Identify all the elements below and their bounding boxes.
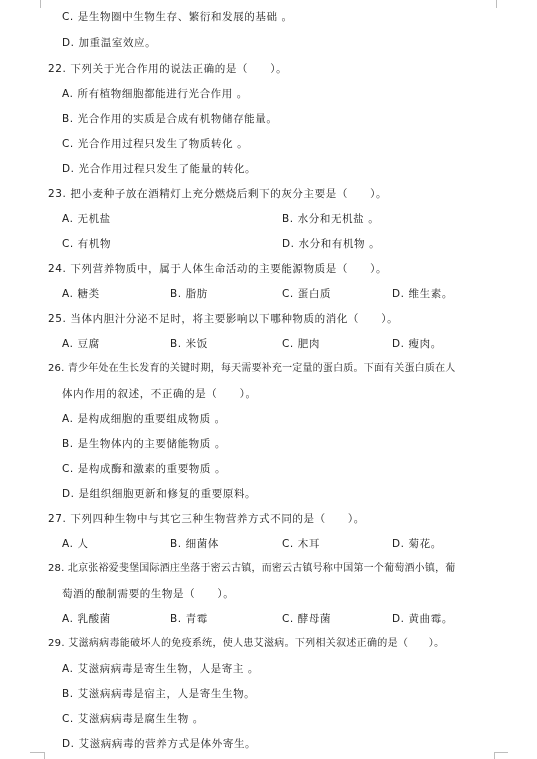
- question-29-option-b: B. 艾滋病病毒是宿主，人是寄生生物。: [62, 688, 256, 700]
- question-28-option-a: A. 乳酸菌: [62, 613, 111, 625]
- question-23-option-b: B. 水分和无机盐 。: [282, 213, 380, 225]
- crop-mark-top-right: [496, 0, 497, 8]
- question-26-option-c: C. 是构成酶和激素的重要物质 。: [62, 463, 227, 475]
- crop-mark-top-left: [40, 0, 41, 8]
- question-28-option-c: C. 酵母菌: [282, 613, 332, 625]
- question-27-option-b: B. 细菌体: [170, 538, 219, 550]
- crop-mark-bottom-right-h: [494, 752, 508, 753]
- question-25-option-c: C. 肥肉: [282, 338, 321, 350]
- question-27-option-c: C. 木耳: [282, 538, 321, 550]
- question-28-option-d: D. 黄曲霉。: [392, 613, 453, 625]
- question-26-continuation: 体内作用的叙述，不正确的是（ ）。: [62, 388, 257, 400]
- question-24-option-a: A. 糖类: [62, 288, 100, 300]
- question-26-option-a: A. 是构成细胞的重要组成物质 。: [62, 413, 226, 425]
- question-26-option-d: D. 是组织细胞更新和修复的重要原料。: [62, 488, 257, 500]
- question-22: 22. 下列关于光合作用的说法正确的是（ ）。: [48, 63, 288, 75]
- question-29-option-a: A. 艾滋病病毒是寄生生物，人是寄主 。: [62, 663, 260, 675]
- crop-mark-bottom-left-v: [44, 752, 45, 759]
- question-24-option-d: D. 维生素。: [392, 288, 453, 300]
- question-23-option-d: D. 水分和有机物 。: [282, 238, 381, 250]
- question-22-option-b: B. 光合作用的实质是合成有机物储存能量。: [62, 113, 278, 125]
- question-26-option-b: B. 是生物体内的主要储能物质 。: [62, 438, 226, 450]
- question-23-option-c: C. 有机物: [62, 238, 112, 250]
- question-29: 29. 艾滋病病毒能破坏人的免疫系统，使人患艾滋病。下列相关叙述正确的是（ ）。: [48, 638, 445, 649]
- option-line: D. 加重温室效应。: [62, 37, 157, 49]
- question-24-option-c: C. 蛋白质: [282, 288, 332, 300]
- option-line: C. 是生物圈中生物生存、繁衍和发展的基础 。: [62, 11, 293, 23]
- question-26: 26. 青少年处在生长发育的关键时期，每天需要补充一定量的蛋白质。下面有关蛋白质在人: [48, 363, 456, 374]
- question-28-option-b: B. 青霉: [170, 613, 208, 625]
- question-25-option-d: D. 瘦肉。: [392, 338, 442, 350]
- question-29-option-c: C. 艾滋病病毒是腐生生物 。: [62, 713, 204, 725]
- question-27: 27. 下列四种生物中与其它三种生物营养方式不同的是（ ）。: [48, 513, 365, 525]
- question-28: 28. 北京张裕爱斐堡国际酒庄坐落于密云古镇，而密云古镇号称中国第一个葡萄酒小镇，葡: [48, 563, 456, 574]
- question-25-option-b: B. 米饭: [170, 338, 208, 350]
- question-28-continuation: 萄酒的酿制需要的生物是（ ）。: [62, 588, 235, 600]
- question-22-option-a: A. 所有植物细胞都能进行光合作用 。: [62, 88, 248, 100]
- question-24: 24. 下列营养物质中，属于人体生命活动的主要能源物质是（ ）。: [48, 263, 388, 275]
- question-22-option-d: D. 光合作用过程只发生了能量的转化。: [62, 163, 257, 175]
- question-29-option-d: D. 艾滋病病毒的营养方式是体外寄生。: [62, 738, 257, 750]
- question-23: 23. 把小麦种子放在酒精灯上充分燃烧后剩下的灰分主要是（ ）。: [48, 188, 388, 200]
- question-25: 25. 当体内胆汁分泌不足时，将主要影响以下哪种物质的消化（ ）。: [48, 313, 399, 325]
- question-24-option-b: B. 脂肪: [170, 288, 208, 300]
- question-22-option-c: C. 光合作用过程只发生了物质转化 。: [62, 138, 249, 150]
- crop-mark-bottom-right-v: [494, 752, 495, 759]
- question-27-option-d: D. 菊花。: [392, 538, 442, 550]
- question-25-option-a: A. 豆腐: [62, 338, 100, 350]
- question-23-option-a: A. 无机盐: [62, 213, 111, 225]
- question-27-option-a: A. 人: [62, 538, 89, 550]
- crop-mark-bottom-left-h: [30, 752, 44, 753]
